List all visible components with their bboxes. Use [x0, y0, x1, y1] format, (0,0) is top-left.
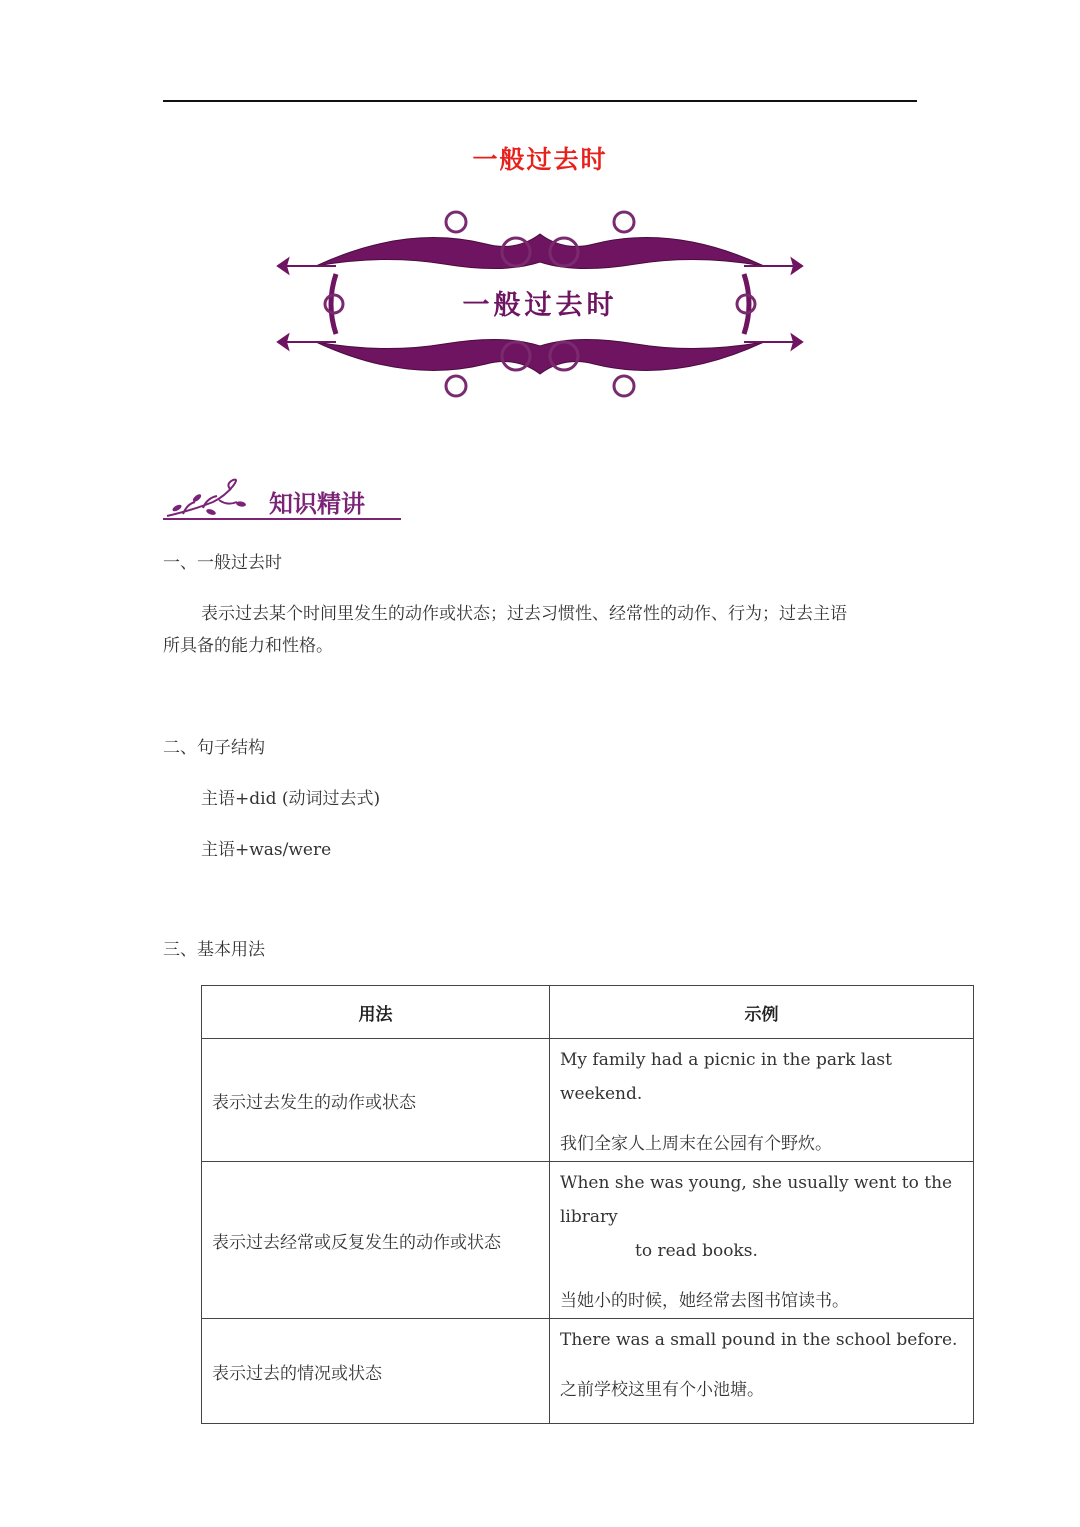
example-chinese: 我们全家人上周末在公园有个野炊。 [560, 1134, 832, 1154]
part3-heading: 三、基本用法 [163, 940, 265, 960]
part1-paragraph-line2: 所具备的能力和性格。 [163, 636, 333, 656]
section-underline [163, 518, 401, 520]
table-row [202, 1162, 974, 1319]
example-cell [550, 1039, 974, 1162]
table-row [202, 1039, 974, 1162]
table-header-row [202, 986, 974, 1039]
structure-did: 主语+did (动词过去式) [201, 789, 381, 809]
structure-was-were: 主语+was/were [201, 840, 332, 860]
example-english: My family had a picnic in the park last weekend. [560, 1050, 892, 1104]
header-example: 示例 [550, 986, 974, 1039]
usage-cell: 表示过去发生的动作或状态 [202, 1039, 550, 1162]
usage-cell: 表示过去经常或反复发生的动作或状态 [202, 1162, 550, 1319]
example-chinese: 之前学校这里有个小池塘。 [560, 1380, 764, 1400]
section-header [163, 476, 403, 522]
example-cell [550, 1162, 974, 1319]
usage-cell: 表示过去的情况或状态 [202, 1319, 550, 1424]
example-english-continued: to read books. [635, 1241, 758, 1261]
header-usage: 用法 [202, 986, 550, 1039]
part1-paragraph-line1: 表示过去某个时间里发生的动作或状态；过去习惯性、经常性的动作、行为；过去主语 [201, 604, 847, 624]
table-row [202, 1319, 974, 1424]
part1-heading: 一、一般过去时 [163, 553, 282, 573]
vine-ornament-icon [163, 476, 263, 520]
banner-title: 一般过去时 [462, 290, 618, 321]
example-english: When she was young, she usually went to the library [560, 1173, 953, 1227]
header-rule [163, 100, 917, 102]
example-english: There was a small pound in the school before. [560, 1330, 958, 1350]
part2-heading: 二、句子结构 [163, 738, 265, 758]
usage-table [201, 985, 974, 1424]
example-chinese: 当她小的时候，她经常去图书馆读书。 [560, 1291, 849, 1311]
section-title: 知识精讲 [269, 490, 365, 518]
document-title: 一般过去时 [472, 145, 608, 174]
example-cell [550, 1319, 974, 1424]
